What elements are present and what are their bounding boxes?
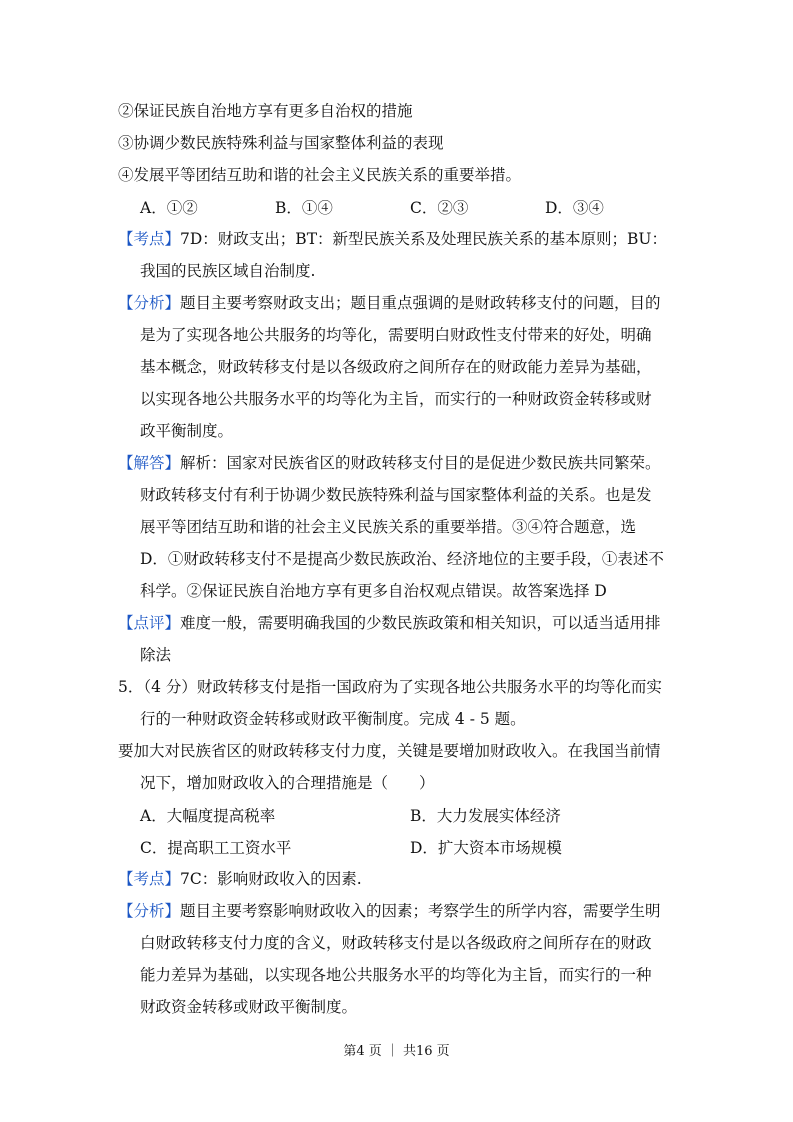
q4-kaodian-cont: 我国的民族区域自治制度. <box>140 262 316 280</box>
q5-options-row2 <box>140 836 680 858</box>
q5-stem-cont: 行的一种财政资金转移或财政平衡制度。完成 4 - 5 题。 <box>140 710 526 728</box>
q4-kaodian: 【考点】7D：财政支出；BT：新型民族关系及处理民族关系的基本原则；BU： <box>118 230 667 248</box>
q5-option-a: A．大幅度提高税率 <box>140 807 276 825</box>
q4-dianping: 【点评】难度一般，需要明确我国的少数民族政策和相关知识，可以适当适用排 <box>118 614 661 632</box>
q5-fenxi-line: 白财政转移支付力度的含义，财政转移支付是以各级政府之间所存在的财政 <box>140 934 652 952</box>
q4-option-b: B．①④ <box>275 199 333 217</box>
q4-option-d: D．③④ <box>545 199 604 217</box>
q4-option-a: A．①② <box>140 199 198 217</box>
q4-jieda-line: 科学。②保证民族自治地方享有更多自治权观点错误。故答案选择 D <box>140 582 607 600</box>
q5-stem: 5．（4 分）财政转移支付是指一国政府为了实现各地公共服务水平的均等化而实 <box>118 678 662 696</box>
q4-dianping-cont: 除法 <box>140 646 172 664</box>
option-line-4: ④发展平等团结互助和谐的社会主义民族关系的重要举措。 <box>118 166 522 184</box>
q4-option-c: C．②③ <box>410 199 469 217</box>
q5-question: 要加大对民族省区的财政转移支付力度，关键是要增加财政收入。在我国当前情 <box>118 742 661 760</box>
option-line-2: ②保证民族自治地方享有更多自治权的措施 <box>118 102 413 120</box>
q5-option-b: B．大力发展实体经济 <box>410 807 561 825</box>
q4-fenxi: 【分析】题目主要考察财政支出；题目重点强调的是财政转移支付的问题，目的 <box>118 294 661 312</box>
q4-jieda-line: 财政转移支付有利于协调少数民族特殊利益与国家整体利益的关系。也是发 <box>140 486 652 504</box>
kaodian-tag: 【考点】 <box>118 870 181 888</box>
kaodian-tag: 【考点】 <box>118 230 181 248</box>
q5-fenxi-line: 财政资金转移或财政平衡制度。 <box>140 998 358 1016</box>
q5-question-cont: 况下，增加财政收入的合理措施是（ ） <box>140 774 435 792</box>
q4-fenxi-line: 基本概念，财政转移支付是以各级政府之间所存在的财政能力差异为基础， <box>140 358 652 376</box>
q4-fenxi-line: 以实现各地公共服务水平的均等化为主旨，而实行的一种财政资金转移或财 <box>140 390 652 408</box>
q4-fenxi-line: 政平衡制度。 <box>140 422 234 440</box>
q5-fenxi-line: 能力差异为基础，以实现各地公共服务水平的均等化为主旨，而实行的一种 <box>140 966 652 984</box>
option-line-3: ③协调少数民族特殊利益与国家整体利益的表现 <box>118 134 444 152</box>
q5-option-c: C．提高职工工资水平 <box>140 839 292 857</box>
q5-option-d: D．扩大资本市场规模 <box>410 839 562 857</box>
page-footer: 第4 页 ｜ 共16 页 <box>343 1044 450 1059</box>
fenxi-tag: 【分析】 <box>118 294 181 312</box>
dianping-tag: 【点评】 <box>118 614 181 632</box>
q4-fenxi-line: 是为了实现各地公共服务的均等化，需要明白财政性支付带来的好处，明确 <box>140 326 652 344</box>
q4-jieda: 【解答】解析：国家对民族省区的财政转移支付目的是促进少数民族共同繁荣。 <box>118 454 661 472</box>
jieda-tag: 【解答】 <box>118 454 181 472</box>
q4-answer-options <box>140 196 680 218</box>
fenxi-tag: 【分析】 <box>118 902 181 920</box>
q5-options-row1 <box>140 804 680 826</box>
q5-kaodian: 【考点】7C：影响财政收入的因素. <box>118 870 362 888</box>
q5-fenxi: 【分析】题目主要考察影响财政收入的因素；考察学生的所学内容，需要学生明 <box>118 902 661 920</box>
q4-jieda-line: 展平等团结互助和谐的社会主义民族关系的重要举措。③④符合题意，选 <box>140 518 637 536</box>
q4-jieda-line: D．①财政转移支付不是提高少数民族政治、经济地位的主要手段，①表述不 <box>140 550 664 568</box>
